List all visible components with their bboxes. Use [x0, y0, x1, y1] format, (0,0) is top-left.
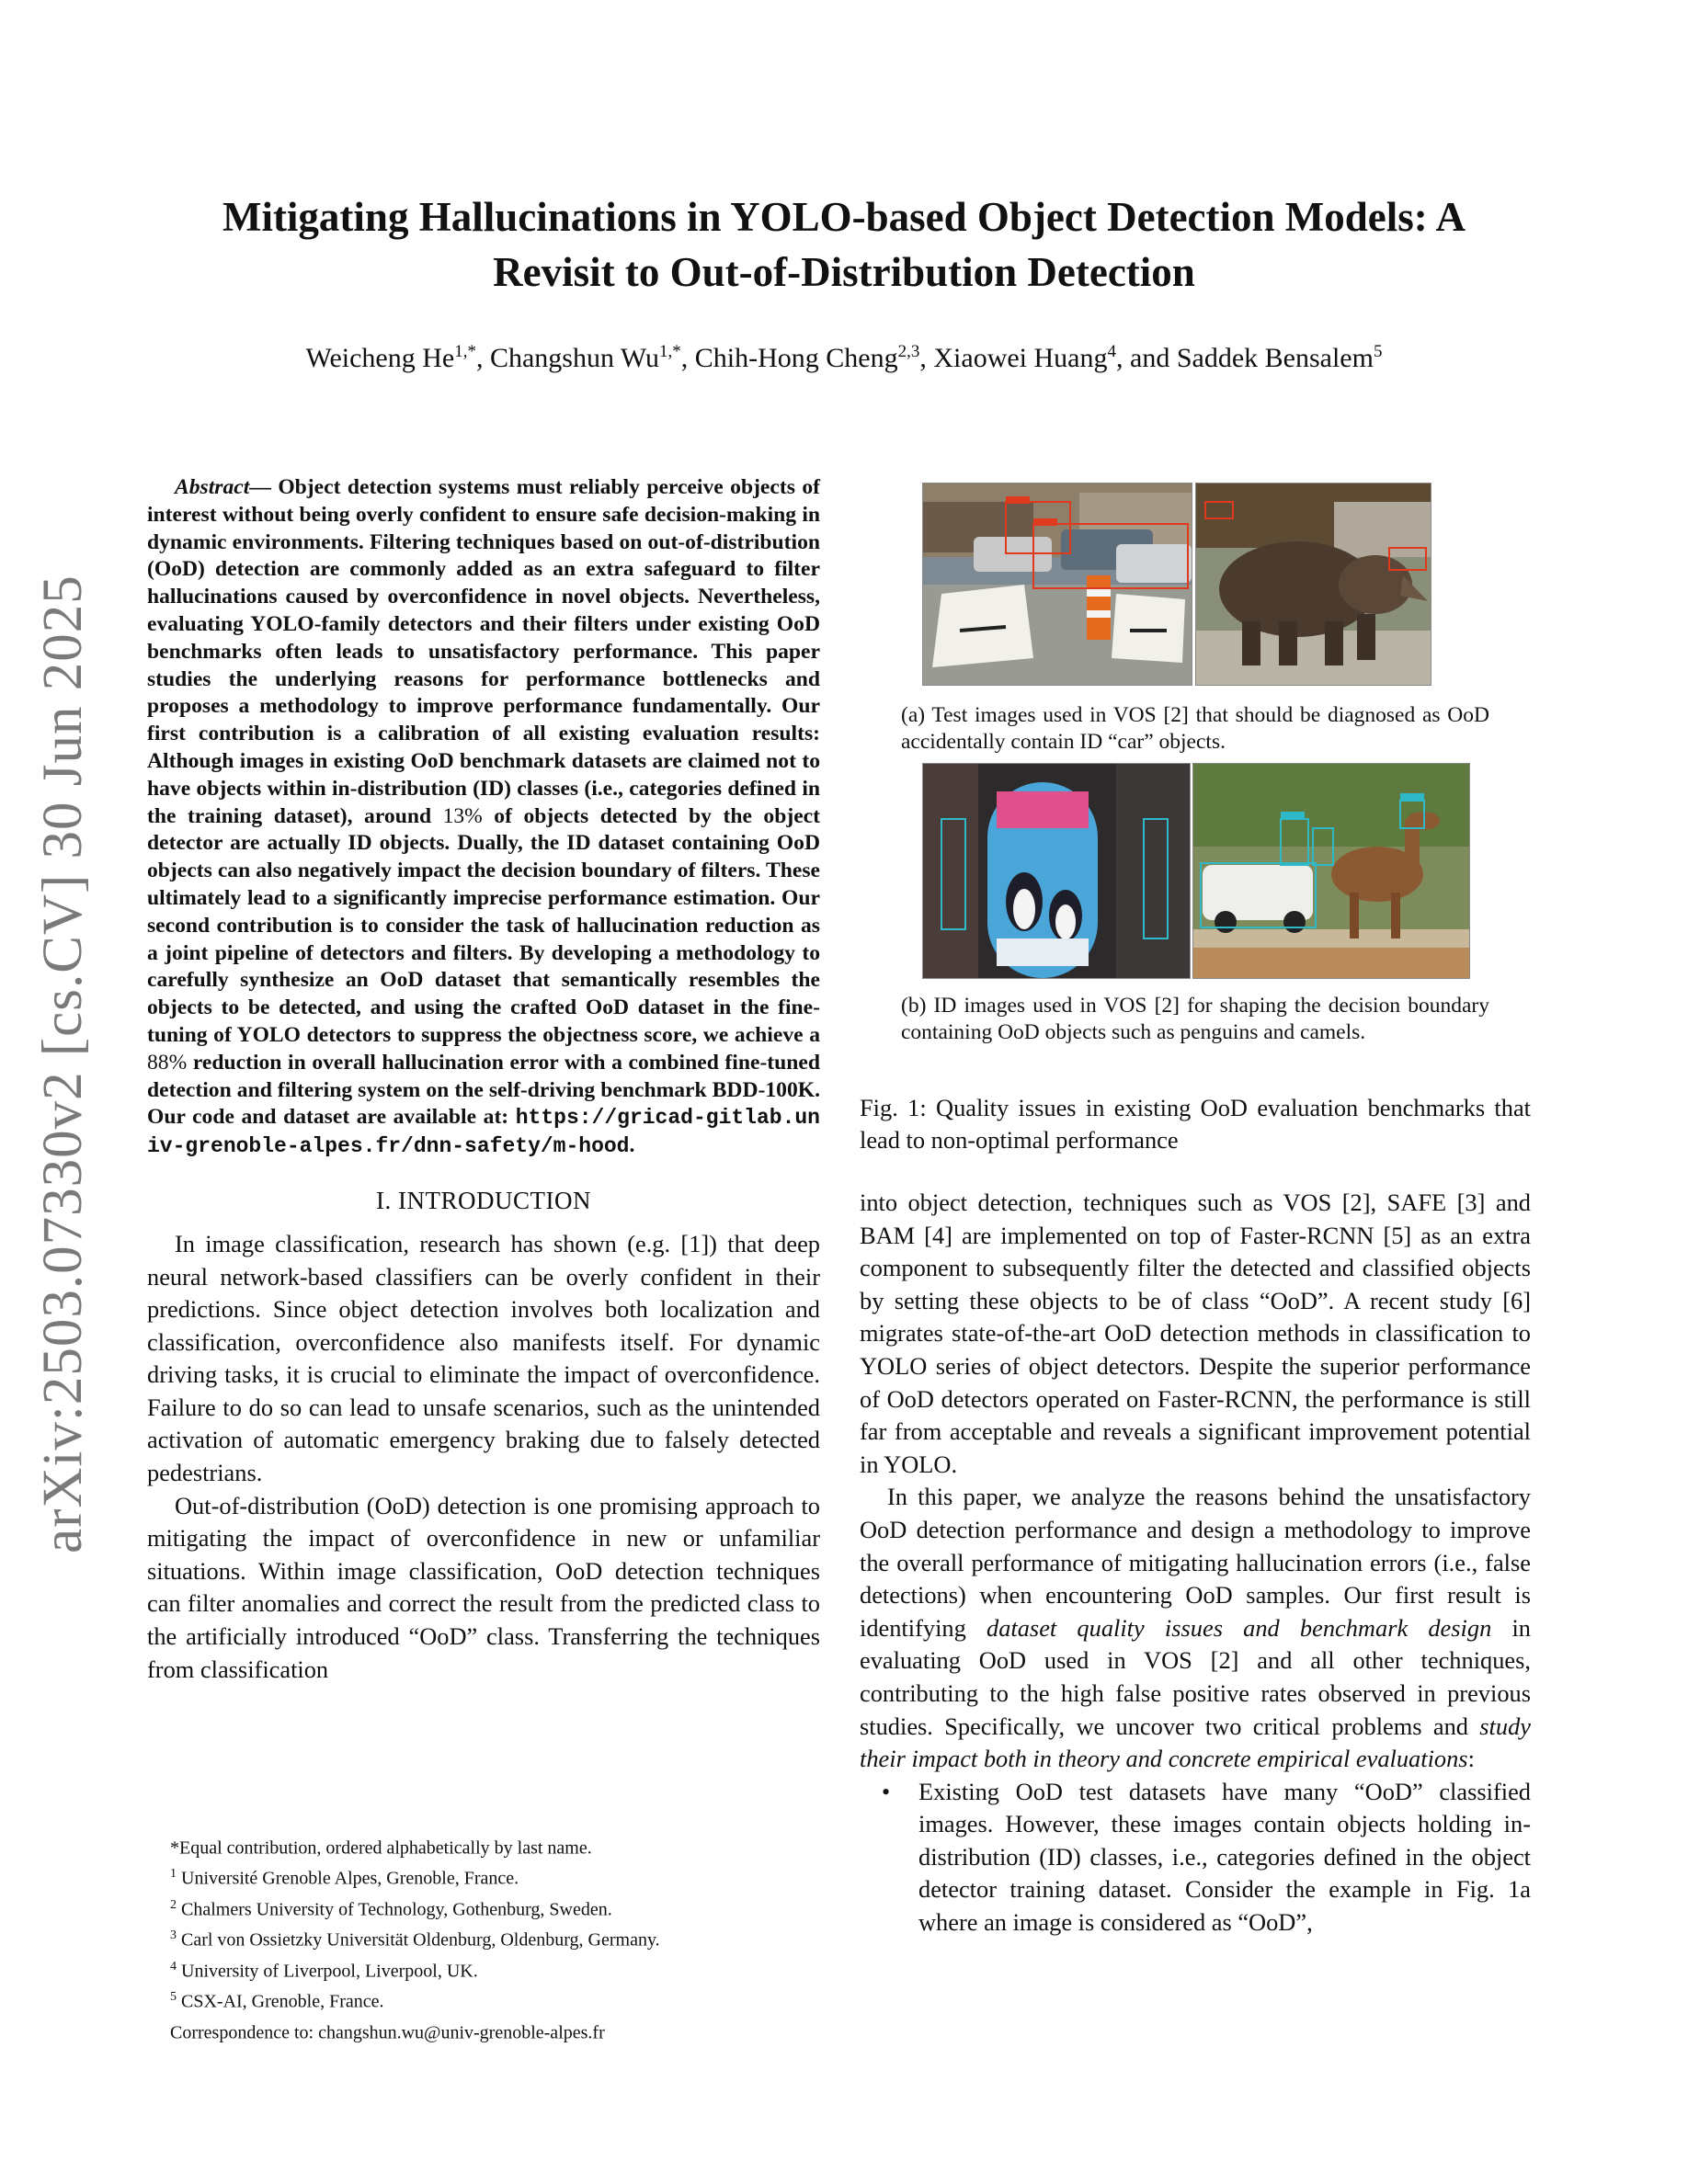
author-separator: , — [1116, 343, 1130, 373]
author-name: Xiaowei Huang — [933, 343, 1108, 373]
rhino-illustration — [1196, 483, 1431, 685]
section-heading: I. INTRODUCTION — [376, 1186, 591, 1214]
footnote-mark: 1 — [170, 1867, 177, 1882]
camel-street-illustration — [1193, 764, 1469, 978]
abstract-text: of objects detected by the object detector are actually ID objects. Dually, the ID dataset containing OoD objects can also negatively impact the decision boundary of filters. These ultimately lead to a significantly imprecise performance estimation. Our second contribution is to consider the task of hallucination reduction as a joint pipeline of detectors and filters. By developing a methodology to carefully synthesize an OoD dataset that semantically resembles the objects to be detected, and using the crafted OoD dataset in the fine-tuning of YOLO detectors to suppress the objectness score, we achieve a — [147, 803, 820, 1047]
author-name: Saddek Bensalem — [1176, 343, 1374, 373]
footnote — [170, 1831, 832, 1861]
footnote-text: Correspondence to: changshun.wu@univ-grenoble-alpes.fr — [170, 2022, 605, 2043]
bullet-item — [882, 1776, 1531, 1939]
body-paragraph: into object detection, techniques such as VOS [2], SAFE [3] and BAM [4] are implemented on top of Faster-RCNN [5] as an extra component to subsequently filter the detected and classified objects by setting these objects to be of class “OoD”. A recent study [6] migrates state-of-the-art OoD detection methods in classification to YOLO series of object detectors. Despite the superior performance of OoD detectors operated on Faster-RCNN, the performance is still far from acceptable and reveals a significant improvement potential in YOLO. — [860, 1189, 1531, 1478]
footnote — [170, 1923, 832, 1953]
footnote-text: Chalmers University of Technology, Gothenburg, Sweden. — [181, 1899, 612, 1920]
author-separator: , — [919, 343, 934, 373]
footnotes — [170, 1831, 832, 2046]
paper-title — [138, 189, 1550, 300]
author-separator: , — [475, 343, 490, 373]
footnote — [170, 1861, 832, 1892]
emphasis-text: dataset quality issues and benchmark design — [987, 1613, 1492, 1642]
bullet-dot-icon: • — [882, 1778, 891, 1805]
footnote — [170, 2016, 832, 2046]
author-name: Chih-Hong Cheng — [694, 343, 898, 373]
figure-image-camel-street — [1192, 763, 1470, 979]
footnote-mark: 2 — [170, 1897, 177, 1912]
right-column-text — [860, 1187, 1531, 1939]
abstract-number: 88% — [147, 1050, 188, 1075]
figure-image-penguin-poster — [922, 763, 1191, 979]
body-paragraph — [860, 1481, 1531, 1775]
abstract-text: Object detection systems must reliably perceive objects of interest without being overly confident to ensure safe decision-making in dynamic environments. Filtering techniques based on out-of-distribution (OoD) detection are commonly added as an extra safeguard to filter hallucinations caused by overconfidence in novel objects. Nevertheless, evaluating YOLO-family detectors and their filters under existing OoD benchmarks often leads to unsatisfactory performance. This paper studies the underlying reasons for performance bottlenecks and proposes a methodology to improve performance fundamentally. Our first contribution is a calibration of all existing evaluation results: Although images in existing OoD benchmark datasets are claimed not to have objects within in-distribution (ID) classes (i.e., categories defined in the training dataset), around — [147, 475, 820, 828]
paragraph-text: In this paper, we analyze the reasons behind the unsatisfactory OoD detection performance and design a methodology to improve the overall performance of mitigating hallucination errors (i.e., false detections) when encountering OoD samples. Our first result is identifying — [860, 1483, 1531, 1642]
paragraph-text: : — [1467, 1745, 1475, 1773]
abstract — [147, 474, 820, 1161]
penguin-poster-illustration — [923, 764, 1190, 978]
paragraph-text: in evaluating OoD used in VOS [2] and all other techniques, contributing to the high false positive rates observed in previous studies. Specifically, we uncover two critical problems and — [860, 1613, 1531, 1740]
footnote-mark: 5 — [170, 1990, 177, 2005]
author-affiliation: 1,* — [659, 342, 681, 361]
emphasis-text: study their impact both in theory and concrete empirical evaluations — [860, 1712, 1531, 1773]
author-name: Changshun Wu — [489, 343, 660, 373]
author-list — [138, 342, 1550, 374]
abstract-text: reduction in overall hallucination error with a combined fine-tuned detection and filtering system on the self-driving benchmark BDD-100K. Our code and dataset are available at: — [147, 1050, 820, 1130]
footnote — [170, 1985, 832, 2015]
abstract-label: Abstract — [175, 475, 250, 499]
footnote-text: Carl von Ossietzky Universität Oldenburg, Oldenburg, Germany. — [181, 1930, 660, 1951]
author-affiliation: 2,3 — [897, 342, 920, 361]
figure-caption: Fig. 1: Quality issues in existing OoD evaluation benchmarks that lead to non-optimal performance — [860, 1094, 1531, 1154]
street-scene-illustration — [923, 483, 1192, 685]
abstract-dash: — — [249, 475, 279, 499]
author-conjunction: and — [1130, 343, 1177, 373]
abstract-number: 13% — [442, 803, 483, 828]
subfigure-caption-b: (b) ID images used in VOS [2] for shaping the decision boundary containing OoD objects such as penguins and camels. — [901, 994, 1489, 1044]
body-paragraph: Out-of-distribution (OoD) detection is one promising approach to mitigating the impact of overconfidence in new or unfamiliar situations. Within image classification, OoD detection techniques can filter anomalies and correct the result from the predicted class to the artificially introduced “OoD” class. Transferring the techniques from classification — [147, 1491, 820, 1683]
author-separator: , — [680, 343, 695, 373]
author-affiliation: 5 — [1373, 342, 1383, 361]
author-name: Weicheng He — [305, 343, 455, 373]
author-affiliation: 1,* — [454, 342, 476, 361]
code-url-link[interactable]: https://gricad-gitlab.univ-grenoble-alpes.fr/dnn-safety/m-hood — [147, 1106, 820, 1159]
body-paragraph: In image classification, research has shown (e.g. [1]) that deep neural network-based classifiers can be overly confident in their predictions. Since object detection involves both localization and classification, overconfidence also manifests itself. For dynamic driving tasks, it is crucial to eliminate the impact of overconfidence. Failure to do so can lead to unsafe scenarios, such as the unintended activation of automatic emergency braking due to falsely detected pedestrians. — [147, 1229, 820, 1487]
arxiv-stamp: arXiv:2503.07330v2 [cs.CV] 30 Jun 2025 — [32, 574, 94, 1553]
footnote-mark: 4 — [170, 1959, 177, 1974]
footnote-text: CSX-AI, Grenoble, France. — [181, 1991, 384, 2012]
subfigure-caption-a: (a) Test images used in VOS [2] that should be diagnosed as OoD accidentally contain ID “car” objects. — [901, 703, 1489, 754]
footnote-text: Université Grenoble Alpes, Grenoble, France. — [181, 1869, 519, 1890]
left-column — [147, 474, 820, 1686]
abstract-end: . — [629, 1133, 635, 1158]
figure-image-rhino-statue — [1195, 483, 1431, 686]
bullet-text: Existing OoD test datasets have many “OoD” classified images. However, these images contain objects holding in-distribution (ID) classes, i.e., categories defined in the object detector training dataset. Consider the example in Fig. 1a where an image is considered as “OoD”, — [918, 1777, 1531, 1937]
footnote-text: University of Liverpool, Liverpool, UK. — [181, 1961, 478, 1982]
title-line-2: Revisit to Out-of-Distribution Detection — [493, 249, 1195, 295]
figure-image-street-cars — [922, 483, 1192, 686]
footnote — [170, 1954, 832, 1985]
footnote-mark: 3 — [170, 1928, 177, 1943]
footnote-text: *Equal contribution, ordered alphabetically by last name. — [170, 1837, 592, 1859]
author-affiliation: 4 — [1107, 342, 1116, 361]
footnote — [170, 1893, 832, 1923]
title-line-1: Mitigating Hallucinations in YOLO-based Object Detection Models: A — [222, 194, 1466, 240]
